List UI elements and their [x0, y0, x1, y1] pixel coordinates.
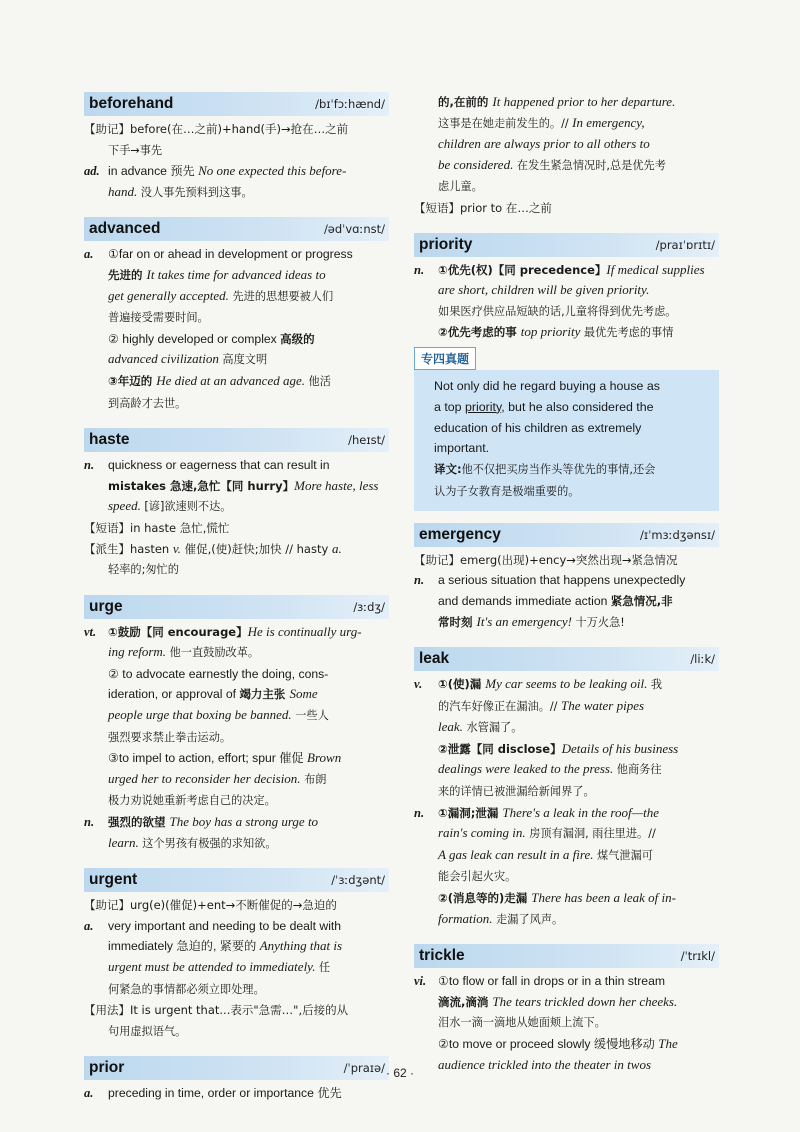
pos-label: n. [414, 805, 425, 820]
left-column [84, 92, 389, 1118]
headword-bar [84, 217, 389, 241]
derivative: 【派生】hasten v. 催促,(使)赶快;加快 // hasty a. [84, 540, 342, 556]
pos-label: a. [84, 918, 94, 933]
definition: a. preceding in time, order or importance 优先 [84, 1083, 389, 1104]
phonetic: /ɪˈmɜːdʒənsɪ/ [640, 527, 715, 542]
entry-trickle: trickle /ˈtrɪkl/ vi. ①to flow or fall in drops or in a thin stream 滴流,滴淌 The tears trickled down her cheeks. 泪水一滴一滴地从她面颊上流下。 ②to move or proceed slowly 缓慢地移动 The audience trickled into the theater in twos [414, 944, 719, 1075]
headword: prior [89, 1059, 125, 1077]
definition: ad. in advance 预先 No one expected this before- [84, 161, 389, 182]
headword-bar [414, 523, 719, 547]
entry-urge: urge /ɜːdʒ/ vt. ①鼓励【同 encourage】He is continually urg- ing reform. 他一直鼓励改革。 ② to advocate earnestly the doing, cons- ideration, or approval of 竭力主张 Some people urge that boxing be banned. 一些人 强烈要求禁止拳击运动。 ③to impel to action, effort; spur 催促 Brown urged her to reconsider her decision. 布朗 极力劝说她重新考虑自己的决定。 n. 强烈的欲望 The boy has a strong urge to learn. 这个男孩有极强的求知欲。 [84, 595, 389, 855]
headword-bar [84, 428, 389, 452]
pos-label: a. [84, 1086, 94, 1101]
definition: n. 强烈的欲望 The boy has a strong urge to [84, 812, 389, 833]
phonetic: /praɪˈɒrɪtɪ/ [655, 237, 715, 252]
entry-priority: priority /praɪˈɒrɪtɪ/ n. ①优先(权)【同 precedence】If medical supplies are short, children will be given priority. 如果医疗供应品短缺的话,儿童将得到优先考虑。 ②优先考虑的事 top priority 最优先考虑的事情 专四真题 Not only did he regard buying a house as a top priority, but he also considered the education of his children as extremely important. 译文:他不仅把买房当作头等优先的事情,还会 认为子女教育是极端重要的。 [414, 233, 719, 511]
pos-label: v. [414, 677, 423, 692]
example: hand. 没人事先预料到这事。 [108, 183, 253, 199]
entry-beforehand [84, 92, 389, 203]
headword-bar [414, 233, 719, 257]
definition: vi. ①to flow or fall in drops or in a thin stream [414, 971, 719, 992]
pos-label: vt. [84, 624, 97, 639]
right-column [414, 92, 719, 1089]
pos-label: n. [84, 458, 95, 473]
usage: 【用法】It is urgent that...表示"急需…",后接的从 [84, 1003, 349, 1018]
pos-label: ad. [84, 164, 100, 179]
definition: a. ①far on or ahead in development or progress [84, 244, 389, 265]
pos-label: n. [414, 573, 425, 588]
entry-urgent: urgent /ˈɜːdʒənt/ 【助记】urg(e)(催促)+ent→不断催促的→急迫的 a. very important and needing to be dealt with immediately 急迫的, 紧要的 Anything that is urgent must be attended to immediately. 任 何紧急的事情都必须立即处理。 【用法】It is urgent that...表示"急需…",后接的从 句用虚拟语气。 [84, 868, 389, 1042]
headword: beforehand [89, 95, 174, 112]
definition: n. quickness or eagerness that can result in [84, 455, 389, 476]
entry-prior [84, 1056, 389, 1104]
phonetic: /ˈɜːdʒənt/ [331, 873, 385, 888]
headword: trickle [419, 947, 465, 965]
definition: n. ①漏洞;泄漏 There's a leak in the roof—the [414, 803, 719, 824]
exam-label: 专四真题 [414, 347, 476, 370]
phonetic: /heɪst/ [348, 433, 385, 448]
mnemonic-cont: 下手→事先 [108, 143, 163, 157]
pos-label: n. [414, 262, 425, 277]
headword: urgent [89, 871, 138, 889]
phrase: 【短语】in haste 急忙,慌忙 [84, 520, 230, 535]
phonetic: /bɪˈfɔːhænd/ [315, 97, 385, 111]
headword-bar [414, 647, 719, 671]
mnemonic: 【助记】urg(e)(催促)+ent→不断催促的→急迫的 [84, 898, 337, 913]
definition: v. ①(使)漏 My car seems to be leaking oil. 我 [414, 674, 719, 696]
entry-leak: leak /liːk/ v. ①(使)漏 My car seems to be leaking oil. 我 的汽车好像正在漏油。// The water pipes leak. 水管漏了。 ②泄露【同 disclose】Details of his business dealings were leaked to the press. 他商务往 来的详情已被泄漏给新闻界了。 n. ①漏洞;泄漏 There's a leak in the roof—the rain's coming in. 房顶有漏洞, 雨往里进。// A gas leak can result in a fire. 煤气泄漏可 能会引起火灾。 ②(消息等的)走漏 There has been a leak of in- formation. 走漏了风声。 [414, 647, 719, 930]
headword: priority [419, 235, 473, 253]
entry-haste: haste /heɪst/ n. quickness or eagerness that can result in mistakes 急速,急忙【同 hurry】More haste, less speed. [谚]欲速则不达。 【短语】in haste 急忙,慌忙 【派生】hasten v. 催促,(使)赶快;加快 // hasty a. 轻率的;匆忙的 [84, 428, 389, 581]
pos-label: n. [84, 815, 95, 830]
pos-label: vi. [414, 974, 427, 989]
headword-bar [84, 595, 389, 619]
phonetic: /ˈpraɪə/ [343, 1061, 385, 1076]
definition: n. ①优先(权)【同 precedence】If medical supplies [414, 260, 719, 281]
entry-advanced: advanced /ədˈvɑːnst/ a. ①far on or ahead in development or progress 先进的 It takes time for advanced ideas to get generally accepted. 先进的思想要被人们 普遍接受需要时间。 ② highly developed or complex 高级的 advanced civilization 高度文明 ③年迈的 He died at an advanced age. 他活 到高龄才去世。 [84, 217, 389, 414]
headword: haste [89, 431, 130, 449]
headword: emergency [419, 525, 501, 543]
phonetic: /ɜːdʒ/ [353, 599, 385, 614]
definition: n. a serious situation that happens unexpectedly [414, 570, 719, 591]
exam-box: Not only did he regard buying a house as a top priority, but he also considered the education of his children as extremely important. 译文:他不仅把买房当作头等优先的事情,还会 认为子女教育是极端重要的。 [414, 370, 719, 511]
mnemonic: 【助记】emerg(出现)+ency→突然出现→紧急情况 [414, 552, 678, 567]
headword: leak [419, 650, 450, 668]
phonetic: /liːk/ [690, 652, 715, 667]
headword: urge [89, 597, 123, 615]
pos-label: a. [84, 247, 94, 262]
entry-prior-continued: 的,在前的 It happened prior to her departure. 这事是在她走前发生的。// In emergency, children are always prior to all others to be considered. 在发生紧急情况时,总是优先考 虑儿童。 【短语】prior to 在…之前 [414, 92, 719, 219]
headword-bar [84, 868, 389, 892]
page-number: · 62 · [385, 1066, 414, 1080]
headword-bar [84, 92, 389, 116]
phonetic: /ədˈvɑːnst/ [323, 222, 385, 237]
definition: a. very important and needing to be dealt with [84, 916, 389, 937]
definition: vt. ①鼓励【同 encourage】He is continually urg- [84, 622, 389, 643]
headword: advanced [89, 220, 161, 238]
phrase: 【短语】prior to 在…之前 [414, 200, 552, 215]
phonetic: /ˈtrɪkl/ [680, 949, 715, 964]
mnemonic: 【助记】before(在…之前)+hand(手)→抢在…之前 [84, 122, 349, 136]
headword-bar [414, 944, 719, 968]
entry-emergency: emergency /ɪˈmɜːdʒənsɪ/ 【助记】emerg(出现)+ency→突然出现→紧急情况 n. a serious situation that happens unexpectedly and demands immediate action 紧急情况,非 常时刻 It's an emergency! 十万火急! [414, 523, 719, 633]
